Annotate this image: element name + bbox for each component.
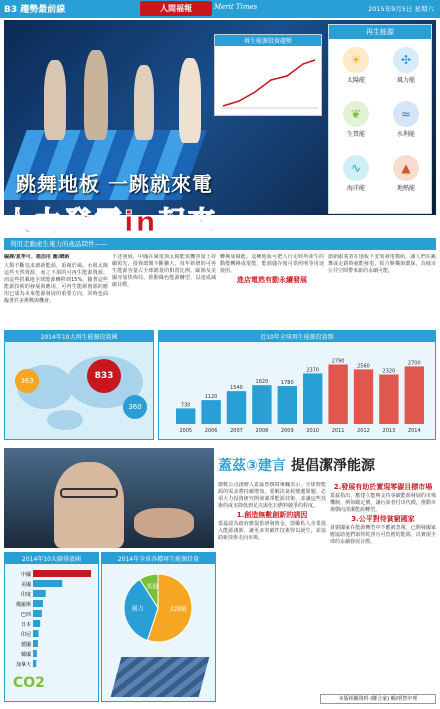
x-tick-label: 2012 [357,428,370,434]
hero-headline: 跳舞地板 一跳就來電 [16,172,213,196]
article1-col4: 創新跟業者在地板下安裝發電模組，讓人們在跳舞或走路時就能發電，結合娛樂與環保，為城市公共空間帶來新的永續可能。 [328,254,436,274]
emission-bar [33,640,38,647]
section-label: B3 趨勢最前線 [4,5,66,15]
article1-col3: 轉換成綠能。這種地板可把人行走時所產生的動能轉換成電能，能源儲存後可供照明等用途使用。 進店電然有動永續發展 [220,254,324,284]
country-label: 韓國 [20,652,31,658]
country-label: 德國 [20,642,31,648]
renewable-energy-panel [328,24,432,214]
section2-title-rest: 提倡潔淨能源 [290,458,375,474]
bar-chart-title: 近10年全球再生能源投資額 [159,331,435,342]
hbar-title: 2014年10大碳排放國 [5,553,98,564]
energy-item-solar: ☀ 太陽能 [333,47,379,84]
pie-svg [102,564,215,654]
emission-bar [33,650,37,657]
co2-label: CO2 [13,675,45,691]
country-label: 俄羅斯 [15,602,31,608]
portrait-figure [54,462,124,548]
country-label: 美國 [20,582,31,588]
japan-bubble: 360 [123,395,147,419]
x-tick-label: 2005 [179,428,193,434]
hand-graphic [134,508,194,538]
bar-2014 [405,366,424,424]
solar-panel-graphic [111,657,210,697]
bar-2011 [328,364,347,424]
pie-slice-label: 風力 [131,605,144,613]
wind-icon: ✣ [393,47,419,73]
glasses-graphic [60,488,118,498]
section2-col1: 微軟公司創辦人蓋茲曾撰寫專欄表示，全球對能源的需求將持續增加，要解決氣候變遷問題，必須大力投資研究開發潔淨能源技術，並讓這些技術的成本降低到足以與化石燃料競爭的程度。 1.創造無數創新的誘因 蓋茲認為政府應提供研發資金，鼓勵私人企業投入能源創新，讓更多突破性技術得以誕生，並協助新技術走向市場。 [218,482,326,541]
x-tick-label: 2006 [204,428,218,434]
bar-value-label: 730 [180,402,191,409]
energy-item-wind: ✣ 風力能 [383,47,429,84]
x-tick-label: 2008 [255,428,269,434]
article1-heading: 進店電然有動永續發展 [237,276,307,284]
article1-col1: 編譯/夏季可、趙加用 圖/網路 人類不斷追求創新能源，重複於風、水與太陽這些天然資源，而之不堪的可再生能源資源。而這些搭載地全球能源轉移到15%，隨著這些能源技術的發展與應用，可再生能源資源的應用已成為未來能源發展的重要方向，同時也面臨著許多挑戰與機會。 [4,254,108,304]
bar-value-label: 2790 [331,358,345,365]
bar-2012 [354,369,373,424]
country-label: 中國 [20,572,31,578]
section2-title-lead: 蓋茲③建言 [218,458,286,474]
bar-value-label: 1820 [255,379,269,386]
pie-slice-label: 其他 [146,583,159,591]
bar-value-label: 2700 [407,360,421,367]
bar-2007 [227,391,246,424]
x-tick-label: 2013 [382,428,396,434]
energy-item-hydro: ≈ 水利能 [383,101,429,138]
issue-date: 2015年9月5日 星期六 [368,5,434,13]
carbon-emitters-chart [4,552,99,702]
trend-line-svg [215,46,321,114]
section2-heading1: 1.創造無數創新的誘因 [236,511,308,519]
bar-value-label: 2370 [306,367,320,374]
bar-2013 [379,375,398,424]
bar-value-label: 1540 [230,385,243,392]
emission-bar [33,630,39,637]
bar-2010 [303,373,322,424]
china-bubble: 833 [87,359,121,393]
dancer-figure [84,50,108,140]
country-label: 印度 [20,592,31,598]
global-investment-bar-chart [158,330,436,440]
hbar-svg [5,564,98,684]
country-label: 加拿大 [15,662,31,668]
dancer-figure [134,65,154,140]
usa-bubble: 363 [15,369,39,393]
investment-pie-chart [101,552,216,702]
sun-icon: ☀ [343,47,369,73]
dancer-figure [44,60,66,140]
section2-heading2: 2.發展有助於實現零碳目標市場 [333,483,433,491]
emission-bar [33,660,36,667]
section2-title [218,455,436,477]
leaf-icon: ❦ [343,101,369,127]
volcano-icon: ▲ [393,155,419,181]
x-tick-label: 2007 [230,428,243,434]
country-label: 印尼 [20,632,31,638]
x-tick-label: 2011 [331,428,345,434]
hero-image [4,20,436,215]
newspaper-logo: 人間福報 [140,1,212,16]
byline: 編譯/夏季可、趙加用 圖/網路 [4,254,70,260]
emission-bar [33,610,42,617]
bar-value-label: 1120 [204,394,218,401]
country-label: 巴西 [20,612,31,618]
bar-2008 [252,385,271,424]
wave-icon: ∿ [343,155,369,181]
credit-box: 本版相關資料 (聯合家) 輯/明智中理 [320,694,436,704]
chart-title: 再生能源投資趨勢 [215,35,321,46]
section2-heading3: 3.公平對待貧窮國家 [351,515,415,523]
emission-bar [33,580,62,587]
investment-trend-chart [214,34,322,116]
bar-chart-svg [159,342,435,438]
article1-col2: 下述發展，中國在風電與太陽能裝機容量上持續領先，投資總額不斷擴大，每年新增的可再生能源容量占全球總量的相當比例。歐洲及美國亦加快佈局，推動綠色能源轉型，以達成減碳目標。 [112,254,216,288]
country-label: 日本 [20,622,31,628]
x-tick-label: 2010 [306,428,320,434]
x-tick-label: 2009 [280,428,294,434]
map-title: 2014年10大再生能源投資國 [5,331,153,342]
panel-title: 再生能源 [329,25,431,39]
subtitle-bar: 利用走動產生電力的產品問世—— [4,238,436,250]
bar-2006 [201,400,220,424]
x-tick-label: 2014 [407,428,421,434]
emission-bar [33,600,43,607]
top-investor-map [4,330,154,440]
emission-bar [33,590,46,597]
bar-value-label: 1780 [280,380,294,387]
bar-2005 [176,408,195,424]
water-icon: ≈ [393,101,419,127]
pie-title: 2014年全球各種再生能源投資 [102,553,215,564]
main-title: 人力發電in起來 [4,205,218,238]
bar-value-label: 2320 [382,368,396,375]
energy-item-ocean: ∿ 海洋能 [333,155,379,192]
energy-item-biomass: ❦ 生質能 [333,101,379,138]
bill-gates-photo [4,448,214,548]
page-header [0,0,440,18]
pie-slice-label: 太陽能 [169,606,188,614]
dancer-figure [179,58,201,143]
emission-bar [33,570,91,577]
newspaper-logo-en: Merit Times [214,3,258,11]
bar-2009 [278,386,297,424]
section2-col2: 2.發展有助於實現零碳目標市場 蓋茲指出，應建立能夠支持零碳能源發展的市場機制，例如碳定價，讓污染者付出代價，推動市場朝向清潔能源轉型。 3.公平對待貧窮國家 貧窮國家在能源轉型中不應被忽視，已開發國家應協助他們取得乾淨且可負擔的能源，以實現全球的永續發展目標。 [330,483,436,545]
emission-bar [33,620,40,627]
bar-value-label: 2560 [357,363,370,370]
energy-item-geothermal: ▲ 地熱能 [383,155,429,192]
